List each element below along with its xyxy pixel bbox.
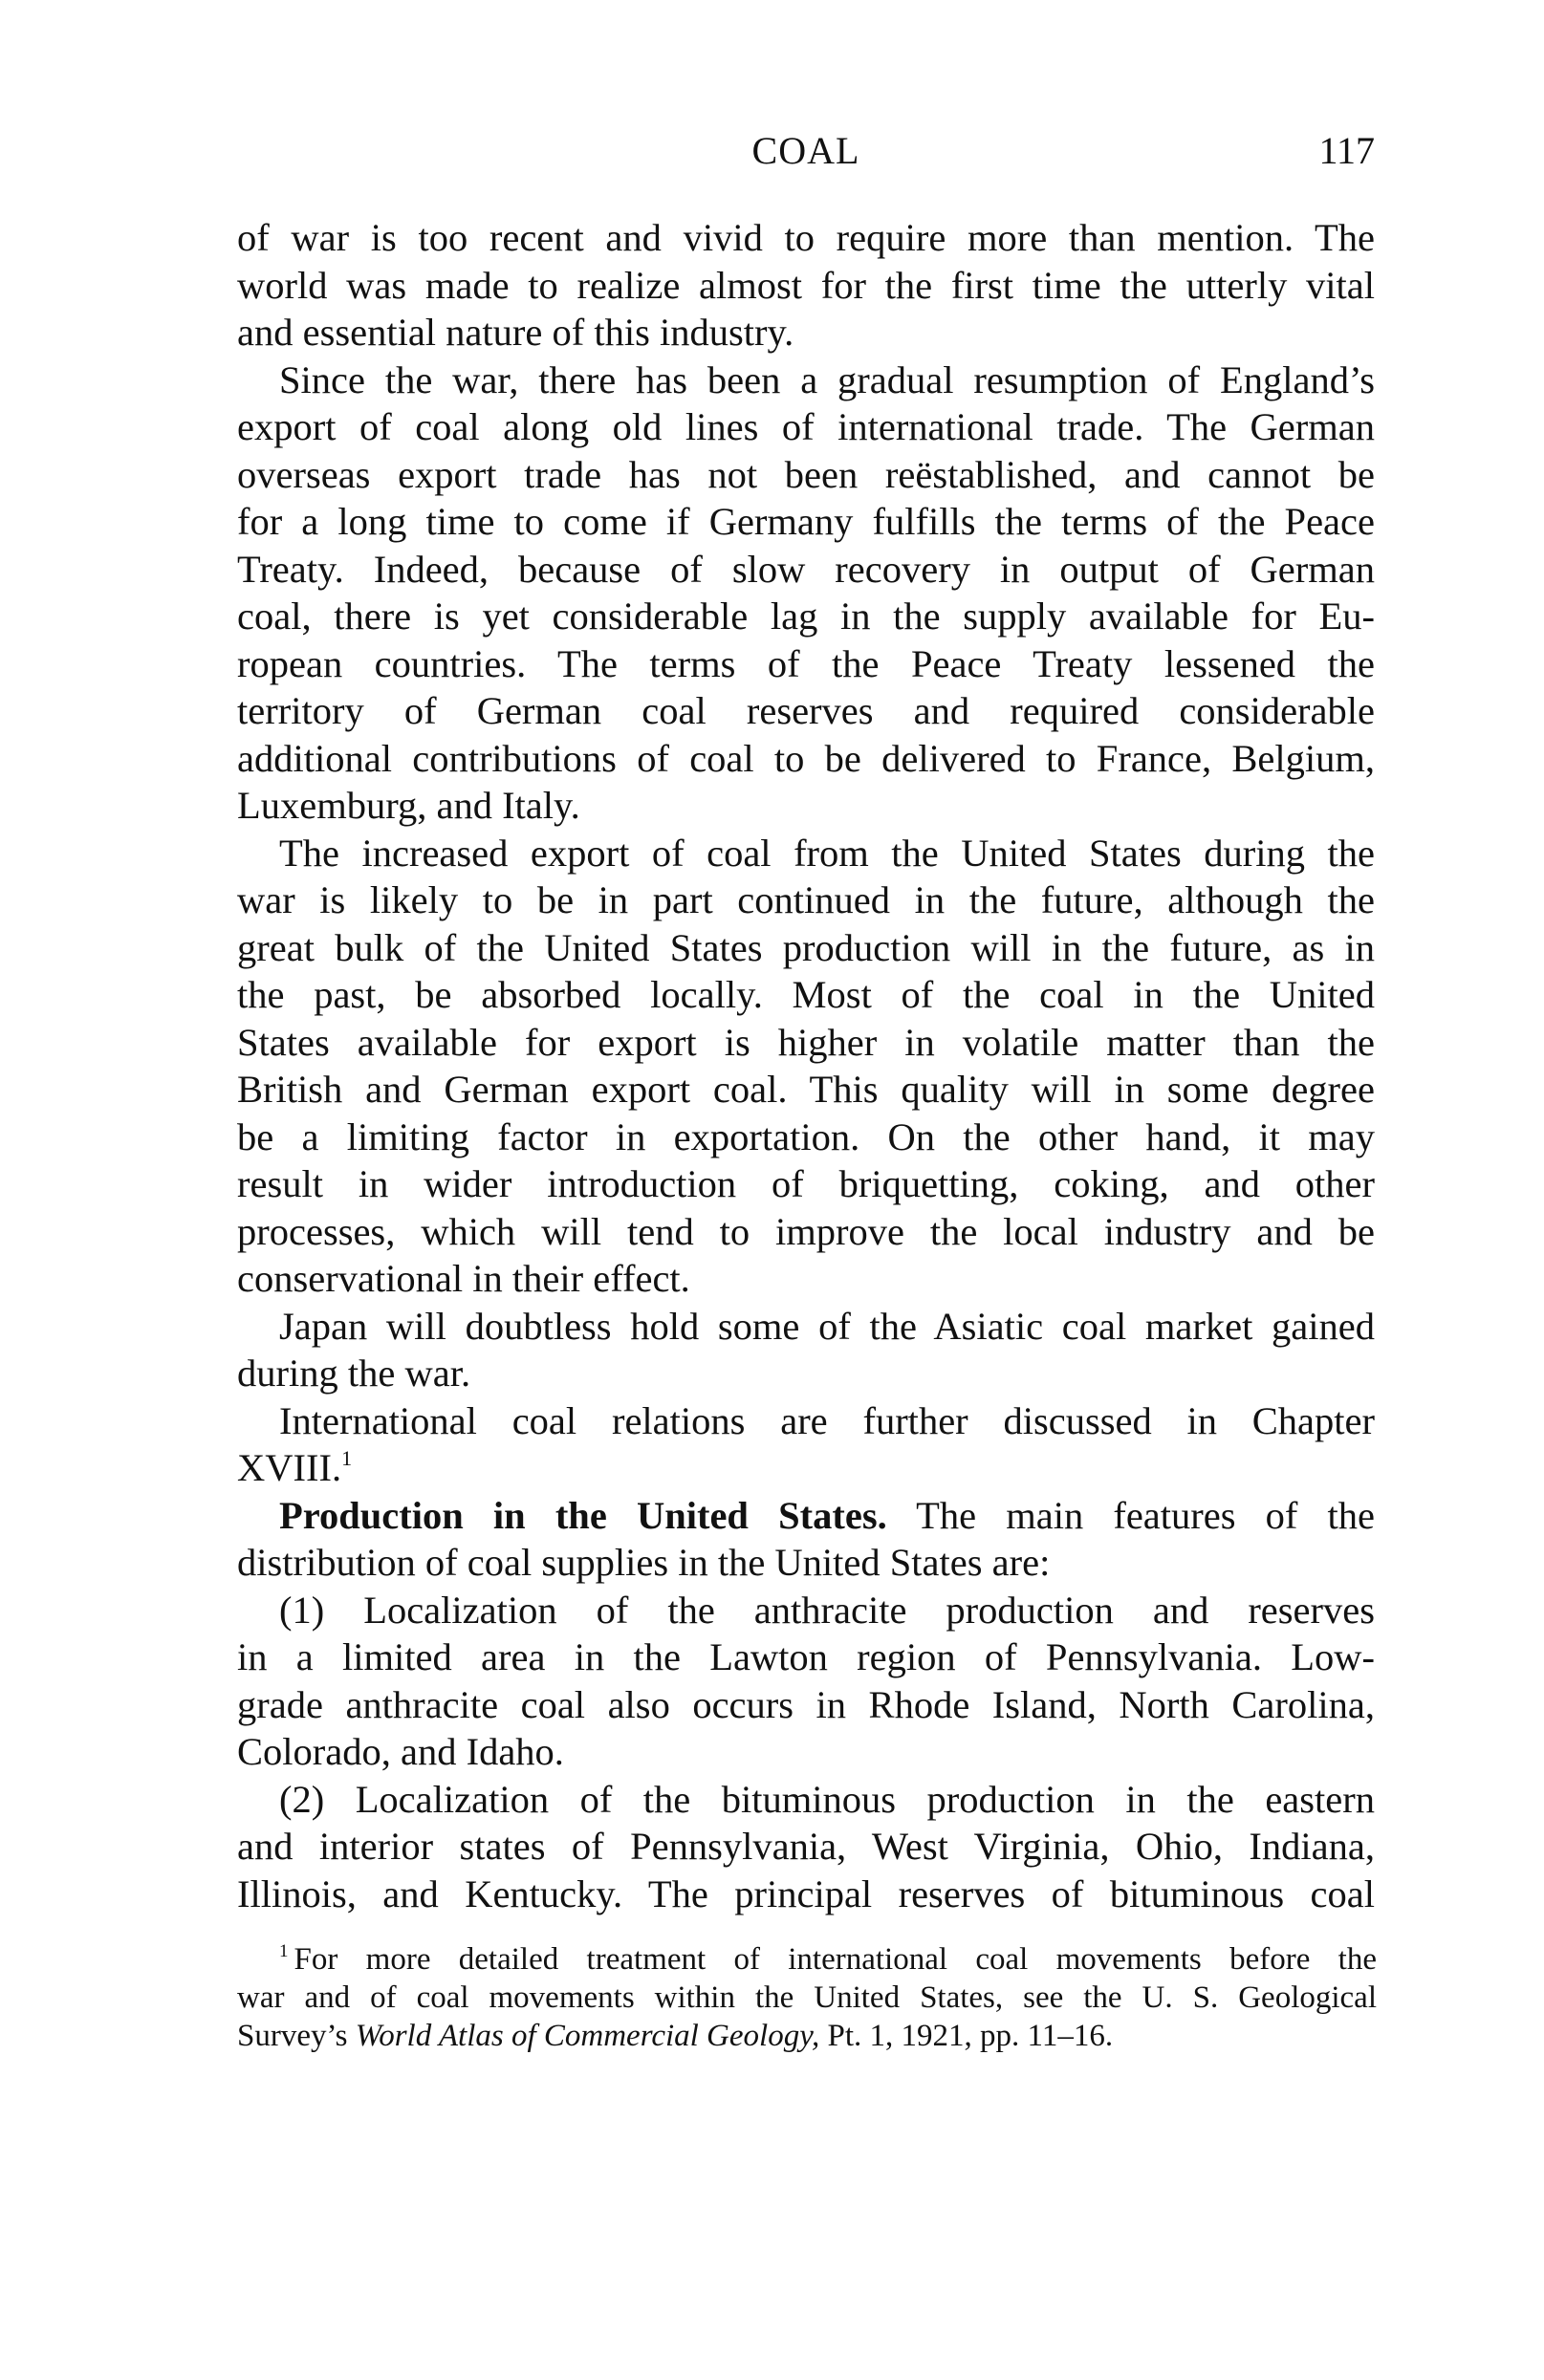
text-line [237, 1066, 1375, 1114]
line-text: The main features of the [886, 1493, 1376, 1537]
text-line [237, 1208, 1375, 1256]
running-head [237, 127, 1375, 175]
text-line [237, 640, 1375, 688]
line-text: overseas export trade has not been reëstablished, and cannot be [237, 452, 1375, 496]
text-line [237, 593, 1375, 640]
line-text: be a limiting factor in exportation. On the other hand, it may [237, 1114, 1375, 1158]
line-text: during the war. [237, 1352, 471, 1395]
text-line [237, 1871, 1375, 1918]
line-text: the past, be absorbed locally. Most of the coal in the United [237, 973, 1375, 1016]
page-number: 117 [1318, 129, 1375, 172]
text-line [237, 546, 1375, 594]
list-item-line [237, 1776, 1375, 1824]
section-heading-line [237, 1492, 1375, 1540]
line-text: grade anthracite coal also occurs in Rhode Island, North Carolina, [237, 1682, 1375, 1726]
line-text: export of coal along old lines of international trade. The German [237, 405, 1375, 448]
text-line [237, 309, 1375, 357]
text-line [237, 687, 1375, 735]
text-line [237, 735, 1375, 783]
text-line [237, 876, 1375, 924]
line-text: ropean countries. The terms of the Peace Treaty lessened the [237, 641, 1375, 685]
line-text: British and German export coal. This quality will in some degree [237, 1068, 1375, 1111]
text-line [237, 1303, 1375, 1351]
text-line [237, 498, 1375, 546]
line-text: Japan will doubtless hold some of the Asiatic coal market gained [279, 1304, 1375, 1348]
text-line [237, 262, 1375, 310]
text-line [237, 214, 1375, 262]
line-text: additional contributions of coal to be delivered to France, Belgium, [237, 736, 1375, 780]
footnote-text: For more detailed treatment of international coal movements before the [294, 1942, 1377, 1977]
text-line [237, 1114, 1375, 1161]
line-text: The increased export of coal from the United States during the [279, 831, 1375, 875]
text-line [237, 924, 1375, 972]
line-text: great bulk of the United States production will in the future, as in [237, 925, 1375, 969]
footnote-text: Survey’s [237, 2019, 356, 2053]
line-text: Illinois, and Kentucky. The principal reserves of bituminous coal [237, 1872, 1375, 1915]
line-text: for a long time to come if Germany fulfills the terms of the Peace [237, 500, 1375, 543]
footnote-marker: 1 [279, 1941, 289, 1961]
line-text: and essential nature of this industry. [237, 311, 794, 354]
line-text: war is likely to be in part continued in the future, although the [237, 878, 1375, 921]
line-text: of war is too recent and vivid to require more than mention. The [237, 216, 1375, 259]
text-line [237, 971, 1375, 1019]
body-text [237, 214, 1375, 1917]
line-text: processes, which will tend to improve the local industry and be [237, 1209, 1375, 1253]
text-line [237, 1823, 1375, 1871]
line-text: Colorado, and Idaho. [237, 1730, 564, 1773]
text-line [237, 1160, 1375, 1208]
text-line [237, 1681, 1375, 1729]
line-text: world was made to realize almost for the first time the utterly vital [237, 263, 1375, 307]
list-item-line [237, 1587, 1375, 1634]
line-text: in a limited area in the Lawton region of Pennsylvania. Low- [237, 1635, 1375, 1678]
footnote-text: war and of coal movements within the United States, see the U. S. Geological [237, 1980, 1377, 2015]
text-line [237, 1728, 1375, 1776]
line-text: distribution of coal supplies in the United States are: [237, 1541, 1051, 1584]
cited-work-title: World Atlas of Commercial Geology, [355, 2019, 820, 2053]
text-line [237, 1444, 1375, 1492]
text-line [237, 1350, 1375, 1397]
line-text: territory of German coal reserves and required considerable [237, 689, 1375, 732]
line-text: conservational in their effect. [237, 1257, 690, 1300]
line-text: coal, there is yet considerable lag in the supply available for Eu- [237, 595, 1375, 638]
text-line [237, 1019, 1375, 1067]
text-line [237, 830, 1375, 877]
text-line [237, 357, 1375, 404]
line-text: and interior states of Pennsylvania, West Virginia, Ohio, Indiana, [237, 1825, 1375, 1868]
line-text: Luxemburg, and Italy. [237, 784, 580, 827]
text-line [237, 403, 1375, 451]
footnote-line [237, 2017, 1377, 2055]
line-text: States available for export is higher in volatile matter than the [237, 1020, 1375, 1064]
line-text: result in wider introduction of briquetting, coking, and other [237, 1162, 1375, 1205]
line-text: Since the war, there has been a gradual resumption of England’s [279, 357, 1375, 401]
footnote-text: Pt. 1, 1921, pp. 11–16. [819, 2019, 1114, 2053]
line-text: Treaty. Indeed, because of slow recovery in output of German [237, 547, 1375, 591]
line-text: (2) Localization of the bituminous production in the eastern [279, 1777, 1375, 1821]
text-line [237, 1255, 1375, 1303]
footnote [237, 1940, 1377, 2055]
running-title: COAL [751, 129, 860, 172]
line-text: XVIII. [237, 1446, 342, 1489]
text-line [237, 1397, 1375, 1445]
footnote-reference[interactable]: 1 [341, 1446, 353, 1470]
line-text: (1) Localization of the anthracite production and reserves [279, 1588, 1375, 1632]
text-line [237, 782, 1375, 830]
footnote-line [237, 1940, 1377, 1979]
text-line [237, 1539, 1375, 1587]
footnote-line [237, 1979, 1377, 2017]
line-text: International coal relations are further discussed in Chapter [279, 1398, 1375, 1442]
section-heading: Production in the United States. [279, 1493, 887, 1537]
text-line [237, 451, 1375, 499]
text-line [237, 1634, 1375, 1681]
